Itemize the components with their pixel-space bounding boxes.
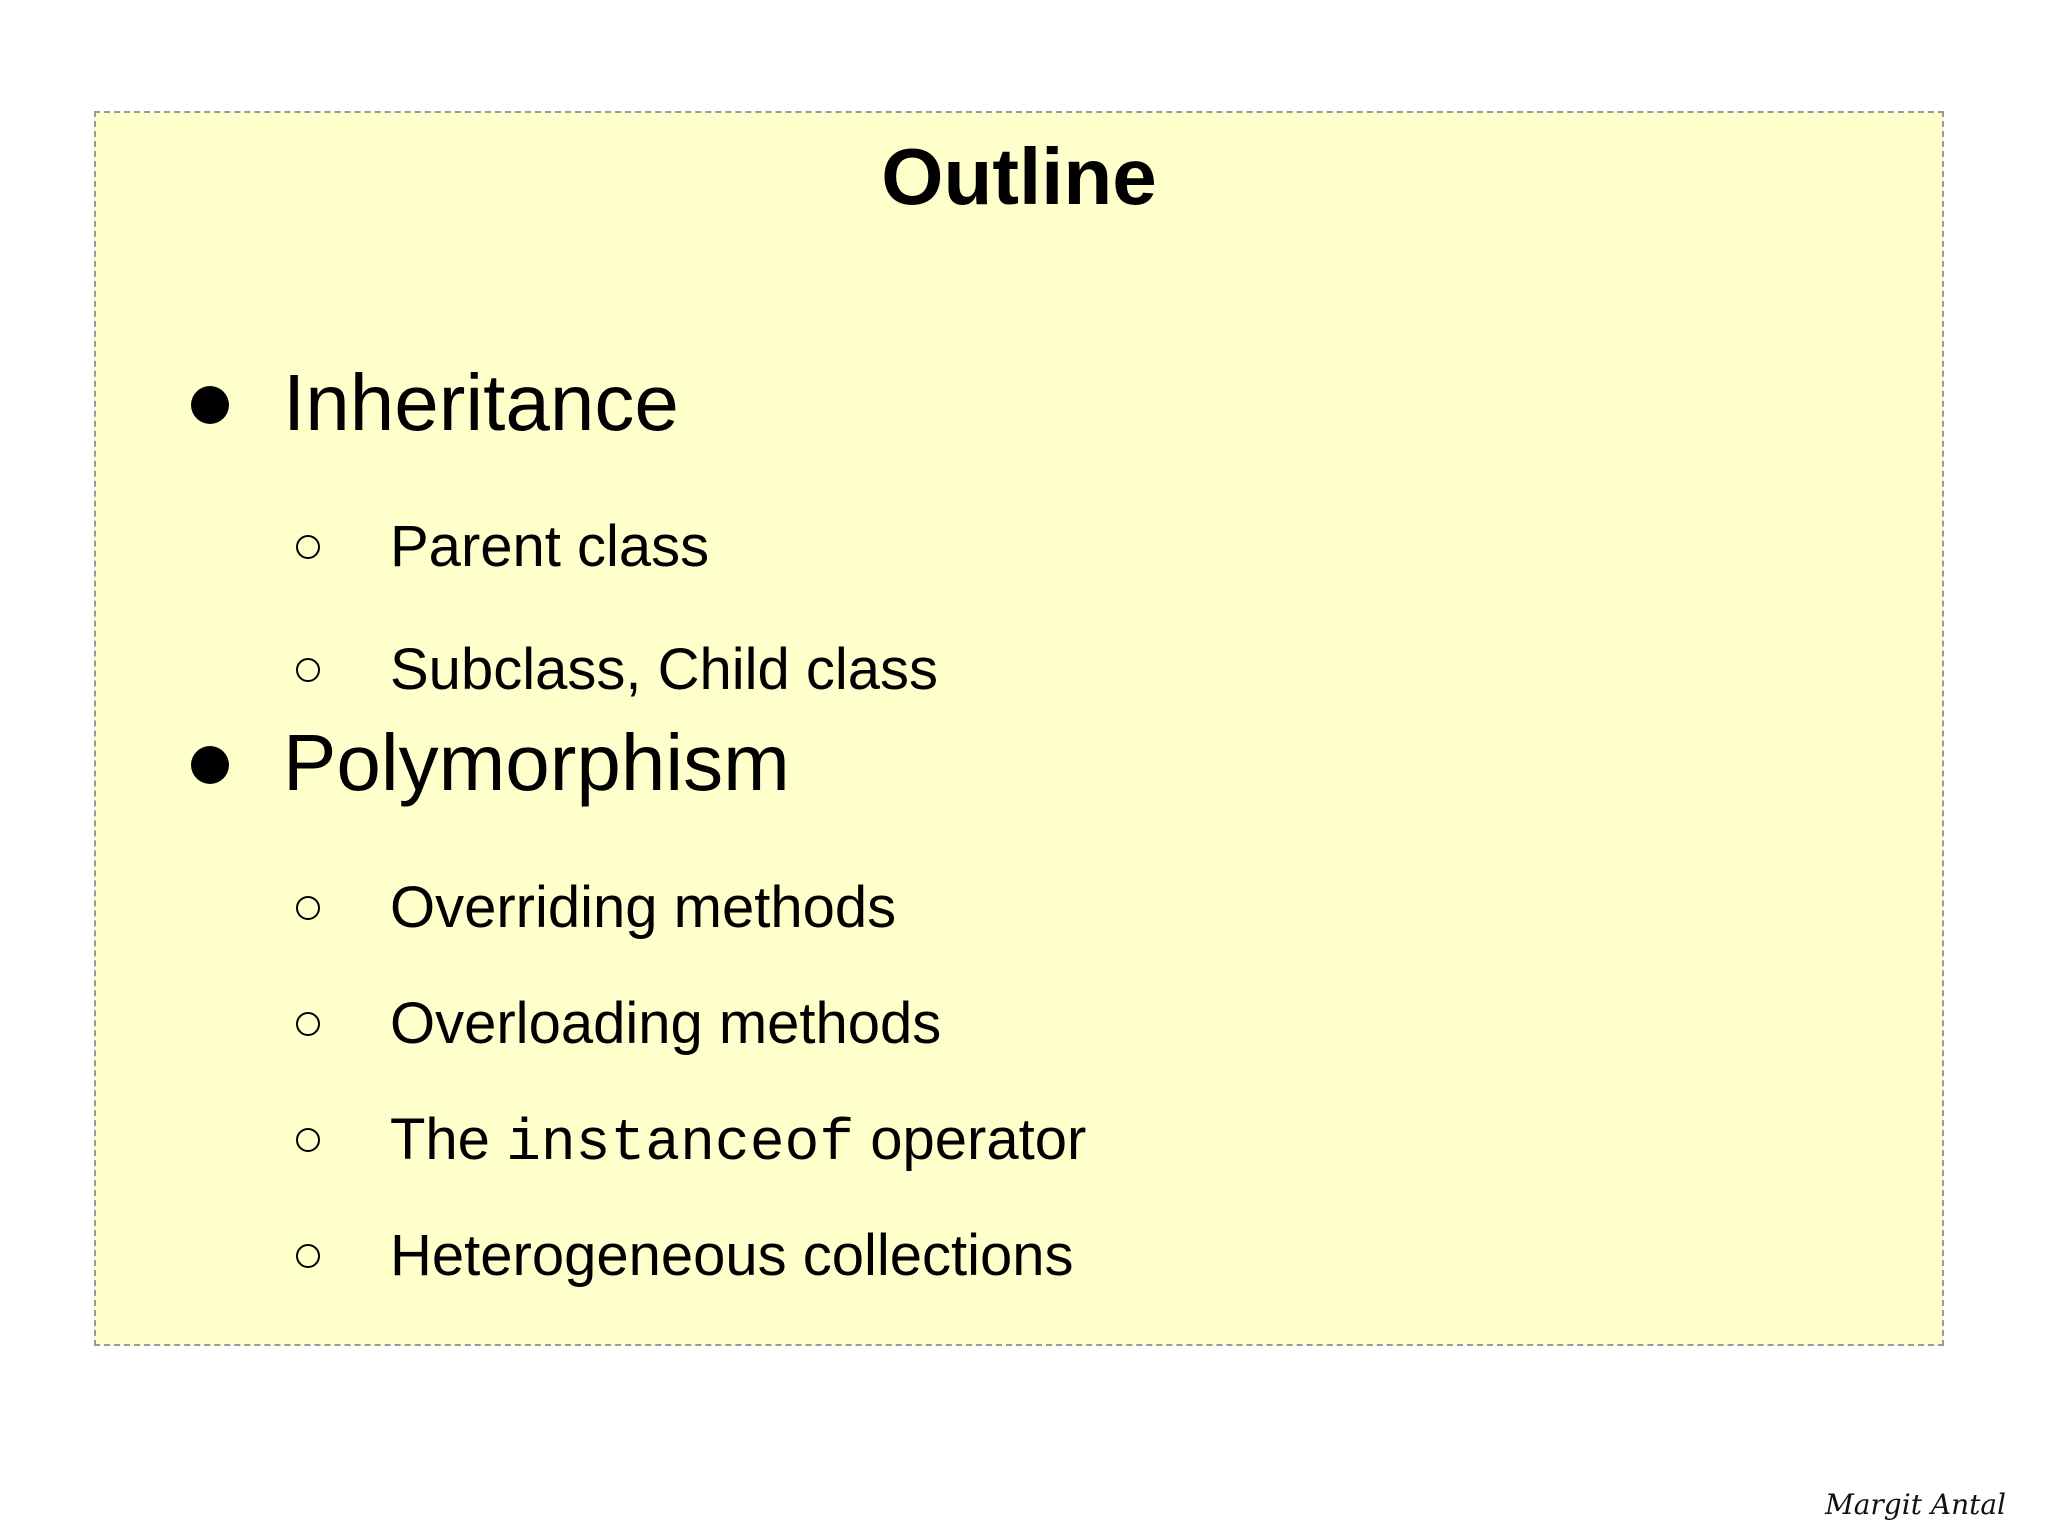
outline-subitem-overloading — [296, 984, 941, 1064]
instanceof-keyword: instanceof — [506, 1112, 855, 1177]
outline-item-label: Polymorphism — [283, 718, 790, 807]
outline-subitem-label: Subclass, Child class — [390, 637, 938, 702]
outline-subitem-overriding — [296, 868, 896, 948]
outline-subitem-label: Parent class — [390, 514, 710, 579]
outline-subitem-instanceof — [296, 1100, 1086, 1185]
filled-bullet-icon — [191, 746, 229, 784]
slide-content-box — [94, 111, 1944, 1346]
hollow-bullet-icon — [296, 896, 320, 920]
filled-bullet-icon — [191, 386, 229, 424]
outline-subitem-parent-class — [296, 507, 709, 587]
hollow-bullet-icon — [296, 1244, 320, 1268]
outline-subitem-label: Heterogeneous collections — [390, 1223, 1074, 1288]
hollow-bullet-icon — [296, 1012, 320, 1036]
outline-item-inheritance — [191, 353, 679, 453]
hollow-bullet-icon — [296, 658, 320, 682]
outline-item-polymorphism — [191, 713, 790, 813]
author-signature: Margit Antal — [1825, 1488, 2006, 1521]
hollow-bullet-icon — [296, 1128, 320, 1152]
outline-subitem-subclass — [296, 630, 938, 710]
outline-subitem-text-pre: The — [390, 1107, 507, 1172]
outline-item-label: Inheritance — [283, 358, 679, 447]
outline-subitem-label: Overriding methods — [390, 875, 897, 940]
outline-subitem-text-post: operator — [854, 1107, 1087, 1172]
slide-title: Outline — [881, 132, 1157, 221]
outline-subitem-heterogeneous — [296, 1216, 1074, 1296]
hollow-bullet-icon — [296, 535, 320, 559]
outline-subitem-label: Overloading methods — [390, 991, 942, 1056]
